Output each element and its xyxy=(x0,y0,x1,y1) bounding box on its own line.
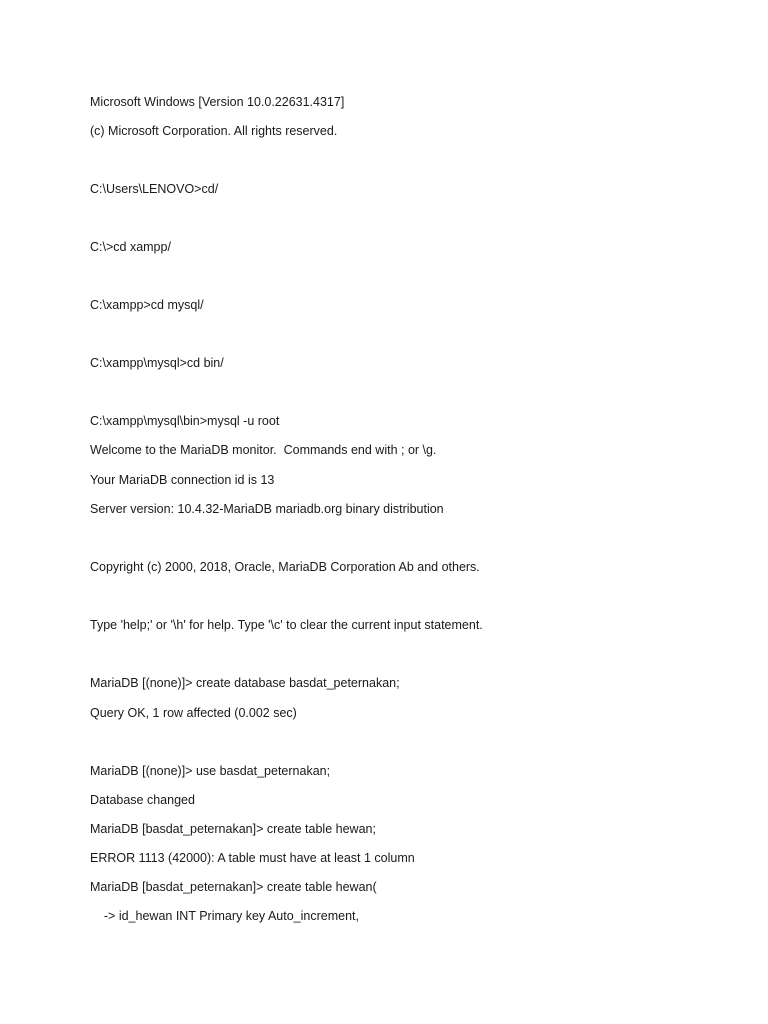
text-line: Database changed xyxy=(90,793,195,807)
text-line: -> id_hewan INT Primary key Auto_increment, xyxy=(90,909,359,923)
text-line: Welcome to the MariaDB monitor. Commands end with ; or \g. xyxy=(90,443,437,457)
text-line: MariaDB [basdat_peternakan]> create table hewan( xyxy=(90,880,377,894)
text-line: ERROR 1113 (42000): A table must have at least 1 column xyxy=(90,851,415,865)
text-line: MariaDB [(none)]> use basdat_peternakan; xyxy=(90,764,331,778)
text-line: Your MariaDB connection id is 13 xyxy=(90,473,275,487)
text-line: MariaDB [(none)]> create database basdat_peternakan; xyxy=(90,676,400,690)
text-line: C:\>cd xampp/ xyxy=(90,240,171,254)
text-line: Type 'help;' or '\h' for help. Type '\c' to clear the current input statement. xyxy=(90,618,483,632)
text-line: C:\xampp\mysql>cd bin/ xyxy=(90,356,224,370)
text-line: C:\xampp>cd mysql/ xyxy=(90,298,204,312)
text-line: Query OK, 1 row affected (0.002 sec) xyxy=(90,706,297,720)
text-line: MariaDB [basdat_peternakan]> create table hewan; xyxy=(90,822,376,836)
text-line: (c) Microsoft Corporation. All rights reserved. xyxy=(90,124,338,138)
text-line: C:\Users\LENOVO>cd/ xyxy=(90,182,219,196)
text-line: Server version: 10.4.32-MariaDB mariadb.org binary distribution xyxy=(90,502,444,516)
text-line: Microsoft Windows [Version 10.0.22631.4317] xyxy=(90,95,345,109)
text-line: C:\xampp\mysql\bin>mysql -u root xyxy=(90,414,280,428)
text-line: Copyright (c) 2000, 2018, Oracle, MariaDB Corporation Ab and others. xyxy=(90,560,480,574)
